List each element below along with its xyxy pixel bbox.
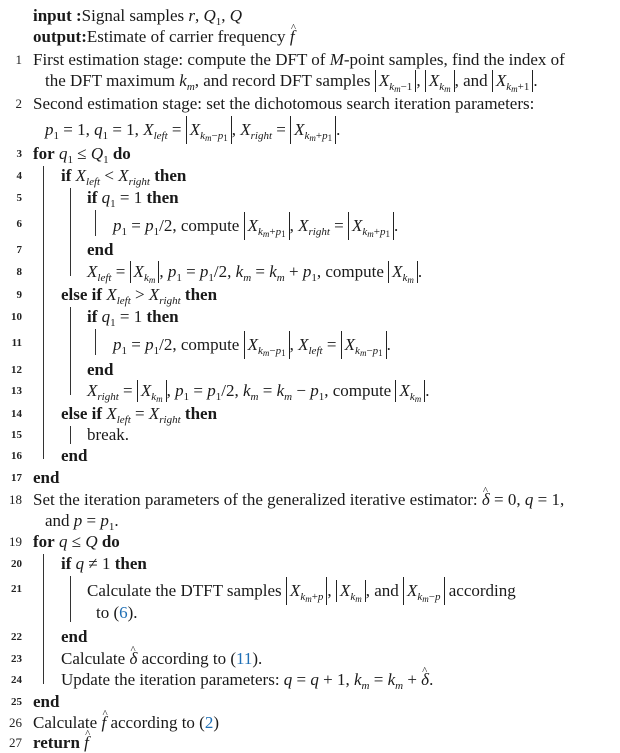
for-loop-1: for $q_1 \le Q_1$ do: [33, 144, 131, 166]
line-number: 5: [16, 192, 22, 204]
step-2-cont: $p_1 = 1$, $q_1 = 1$, $X_{left} = X_{k_m-p_1}$ , $X_{right} = X_{k_m+p_1}$ .: [45, 116, 340, 144]
line-number: 22: [11, 631, 22, 643]
else-if-left-greater-right: else if $X_{left} > X_{right}$ then: [61, 285, 218, 307]
line-number: 21: [11, 583, 22, 595]
if-left-less-right: if $X_{left} < X_{right}$ then: [61, 166, 187, 188]
block-bar-for1: [43, 166, 44, 459]
end-if4: end: [61, 446, 88, 465]
else-if-left-eq-right: else if $X_{left} = X_{right}$ then: [61, 404, 218, 426]
step-24: Update the iteration parameters: q = q + 1, $k_m = k_m$ + ^ δ.: [61, 670, 433, 690]
step-23: Calculate ^ δ according to (11).: [61, 649, 262, 669]
output-description: Estimate of carrier frequency ^ f: [87, 27, 295, 46]
step-13: $X_{right} = X_{k_m}$ , $p_1 = p_1/2$, $k_m = k_m - p_1$, compute $X_{k_m}$ .: [87, 381, 430, 404]
line-number: 17: [11, 472, 22, 484]
block-bar-if4: [70, 188, 71, 276]
line-number: 11: [11, 337, 22, 349]
line-number: 8: [16, 266, 22, 278]
input-keyword: input: [33, 6, 72, 25]
end-if20: end: [61, 627, 88, 646]
line-number: 24: [11, 674, 22, 686]
block-bar-if10: [95, 329, 96, 355]
line-number: 12: [11, 364, 22, 376]
step-1-cont: the DFT maximum $k_m$, and record DFT samples $X_{k_m-1}$ , $X_{k_m}$ , and $X_{k_m+1}$ .: [45, 71, 538, 94]
break-statement: break.: [87, 425, 130, 444]
output-keyword: output: [33, 27, 82, 46]
line-number: 13: [11, 385, 22, 397]
line-number: 1: [15, 52, 22, 67]
step-1: First estimation stage: compute the DFT of M-point samples, find the index of: [33, 50, 565, 69]
end-if10: end: [87, 360, 114, 379]
line-number: 26: [9, 715, 22, 730]
line-number: 27: [9, 735, 22, 750]
block-bar-if9: [70, 307, 71, 395]
line-number: 9: [16, 289, 22, 301]
line-number: 25: [11, 696, 22, 708]
step-18: Set the iteration parameters of the generalized iterative estimator: ^ δ = 0, q = 1,: [33, 490, 564, 510]
step-18-cont: and $p = p_1$.: [45, 511, 119, 533]
step-21: Calculate the DTFT samples $X_{k_m+p}$ , $X_{k_m}$ , and $X_{k_m-p}$ according: [87, 577, 516, 605]
line-number: 7: [16, 244, 22, 256]
end-if5: end: [87, 240, 114, 259]
step-26: Calculate ^ f according to (2): [33, 713, 219, 733]
block-bar-if14: [70, 426, 71, 444]
line-number: 20: [11, 558, 22, 570]
line-number: 6: [16, 218, 22, 230]
step-2: Second estimation stage: set the dichotomous search iteration parameters:: [33, 94, 535, 113]
equation-ref-6[interactable]: 6: [119, 603, 128, 622]
input-row: input :Signal samples r, $Q_1$, Q: [33, 6, 243, 28]
step-6: $p_1 = p_1/2$, compute $X_{k_m+p_1}$ , $X_{right} = X_{k_m+p_1}$ .: [113, 212, 398, 240]
step-21-cont: to (6).: [96, 603, 138, 622]
for-loop-2: for q ≤ Q do: [33, 532, 120, 551]
line-number: 15: [11, 429, 22, 441]
line-number: 18: [9, 492, 22, 507]
if-q1-eq-1: if $q_1 = 1$ then: [87, 188, 179, 210]
input-description: Signal samples r, $Q_1$, Q: [81, 6, 243, 28]
block-bar-for19: [43, 554, 44, 684]
block-bar-if5: [95, 210, 96, 236]
if-q1-eq-1-b: if $q_1 = 1$ then: [87, 307, 179, 329]
equation-ref-11[interactable]: 11: [236, 649, 253, 668]
line-number: 23: [11, 653, 22, 665]
step-8: $X_{left} = X_{k_m}$ , $p_1 = p_1/2$, $k_m = k_m + p_1$, compute $X_{k_m}$ .: [87, 262, 423, 285]
step-11: $p_1 = p_1/2$, compute $X_{k_m-p_1}$ , $X_{left} = X_{k_m-p_1}$ .: [113, 331, 391, 359]
end-for1: end: [33, 468, 60, 487]
block-bar-if20: [70, 576, 71, 622]
line-number: 4: [16, 170, 22, 182]
line-number: 3: [16, 148, 22, 160]
end-for19: end: [33, 692, 60, 711]
return-statement: return ^ f: [33, 733, 89, 753]
line-number: 10: [11, 311, 22, 323]
line-number: 19: [9, 534, 22, 549]
line-number: 2: [15, 96, 22, 111]
if-q-neq-1: if q ≠ 1 then: [61, 554, 147, 573]
output-row: output:Estimate of carrier frequency ^ f: [33, 27, 295, 47]
equation-ref-2[interactable]: 2: [204, 713, 214, 732]
line-number: 16: [11, 450, 22, 462]
line-number: 14: [11, 408, 22, 420]
